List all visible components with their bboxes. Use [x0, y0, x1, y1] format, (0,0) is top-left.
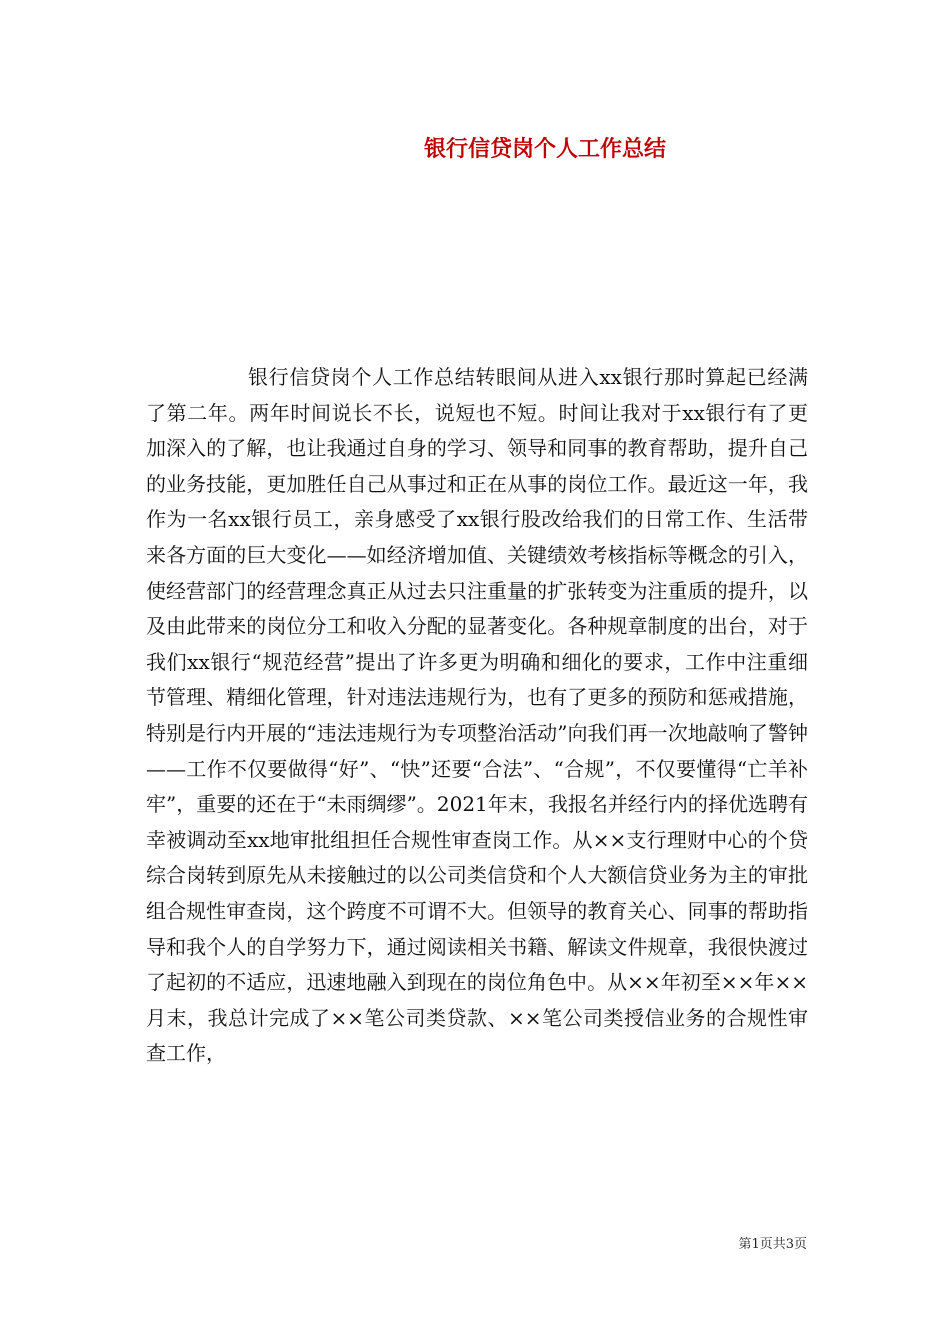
document-title: 银行信贷岗个人工作总结	[423, 136, 666, 162]
page-number: 第1页共3页	[738, 1237, 807, 1252]
body-paragraph: 银行信贷岗个人工作总结转眼间从进入xx银行那时算起已经满了第二年。两年时间说长不长，说短也不短。时间让我对于xx银行有了更加深入的了解，也让我通过自身的学习、领导和同事的教育帮助，提升自己的业务技能，更加胜任自己从事过和正在从事的岗位工作。最近这一年，我作为一名xx银行员工，亲身感受了xx银行股改给我们的日常工作、生活带来各方面的巨大变化——如经济增加值、关键绩效考核指标等概念的引入，使经营部门的经营理念真正从过去只注重量的扩张转变为注重质的提升，以及由此带来的岗位分工和收入分配的显著变化。各种规章制度的出台，对于我们xx银行“规范经营”提出了许多更为明确和细化的要求，工作中注重细节管理、精细化管理，针对违法违规行为，也有了更多的预防和惩戒措施，特别是行内开展的“违法违规行为专项整治活动”向我们再一次地敲响了警钟——工作不仅要做得“好”、“快”还要“合法”、“合规”，不仅要懂得“亡羊补牢”，重要的还在于“未雨绸缪”。2021年末，我报名并经行内的择优选聘有幸被调动至xx地审批组担任合规性审查岗工作。从××支行理财中心的个贷综合岗转到原先从未接触过的以公司类信贷和个人大额信贷业务为主的审批组合规性审查岗，这个跨度不可谓不大。但领导的教育关心、同事的帮助指导和我个人的自学努力下，通过阅读相关书籍、解读文件规章，我很快渡过了起初的不适应，迅速地融入到现在的岗位角色中。从××年初至××年××月末，我总计完成了××笔公司类贷款、××笔公司类授信业务的合规性审查工作，	[146, 365, 808, 1066]
